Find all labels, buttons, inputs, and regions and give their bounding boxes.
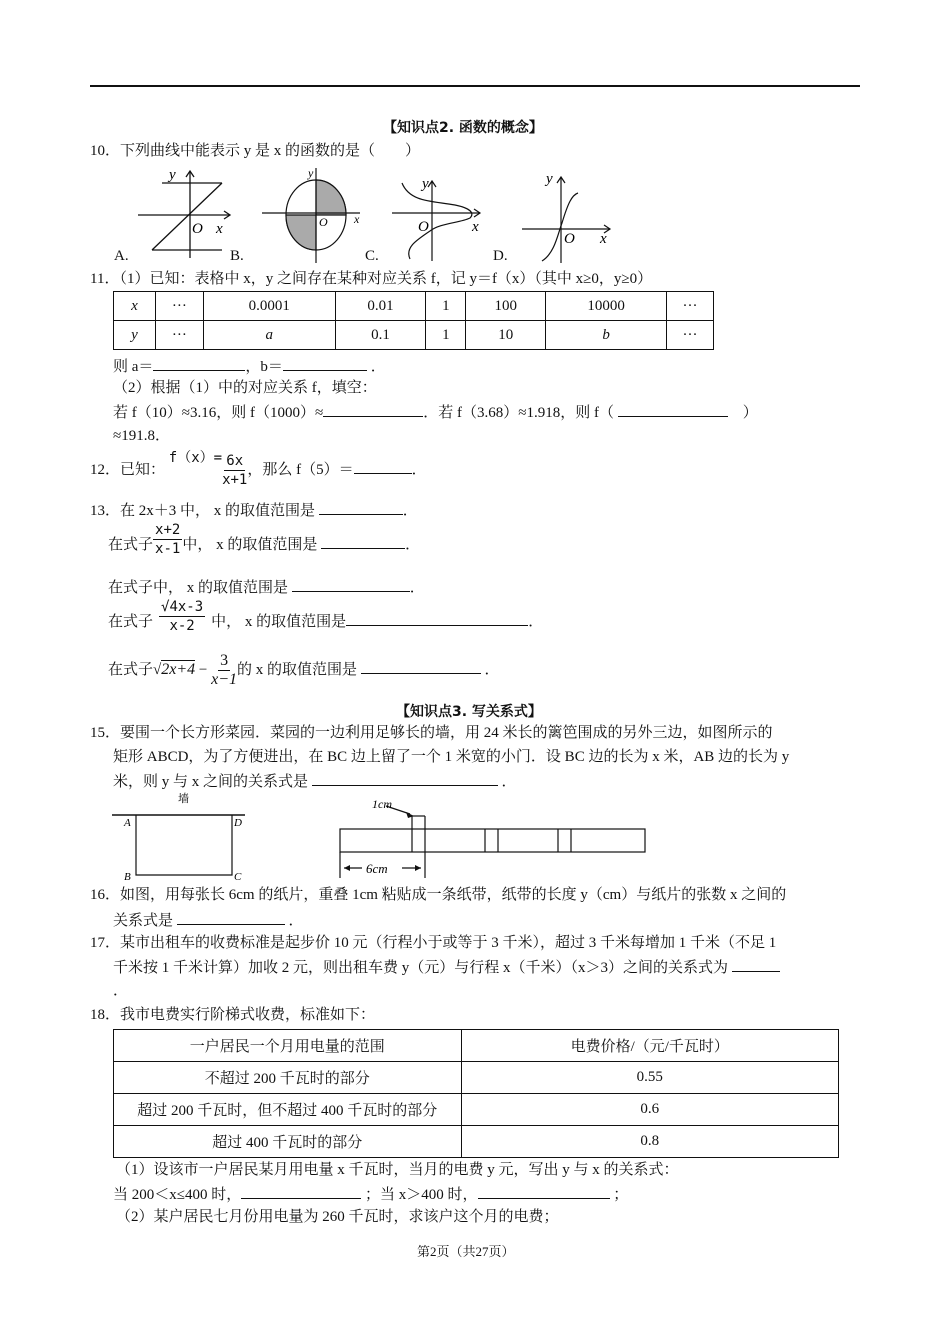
q17-line1: 17．某市出租车的收费标准是起步价 10 元（行程小于或等于 3 千米），超过 3 千米每增加 1 千米（不足 1	[90, 935, 777, 951]
vertex-label: B	[124, 871, 131, 882]
label: ；当 x＞400 时，	[364, 1187, 478, 1203]
answer-blank[interactable]	[241, 1184, 361, 1199]
answer-blank[interactable]	[732, 957, 780, 972]
header-rule	[90, 85, 860, 87]
graph-c	[392, 181, 480, 261]
q15-line2: 矩形 ABCD，为了方便进出，在 BC 边上留了一个 1 米宽的小门．设 BC 边的长为 x 米，AB 边的长为 y	[113, 749, 790, 765]
answer-blank[interactable]	[478, 1184, 610, 1199]
q13-line5: 在式子√2x+4 − $\frac{3}{x-1}$ 的 x 的取值范围是 ．	[108, 652, 500, 688]
q15-q16-figures	[110, 788, 655, 882]
q11-table	[113, 291, 714, 350]
label: 中， x 的取值范围是	[211, 613, 347, 630]
label: 中， x 的取值范围是	[182, 536, 318, 553]
label: ．	[402, 503, 418, 519]
q11-answer-line	[113, 356, 386, 377]
option-b: B.	[230, 248, 244, 264]
label: 在式子	[108, 536, 154, 553]
answer-blank[interactable]	[319, 500, 403, 515]
label: ．	[411, 461, 427, 478]
table-cell: 0.6	[461, 1094, 838, 1126]
table-cell: 0.0001	[203, 292, 335, 321]
table-cell: x	[114, 292, 156, 321]
label: 则 a＝	[113, 359, 154, 375]
q13-line1	[90, 500, 418, 521]
q16-line2	[113, 910, 304, 931]
table-row	[114, 1062, 839, 1094]
denominator: x-2	[169, 618, 195, 634]
page-footer: 第2页（共27页）	[417, 1244, 515, 1259]
numerator: 6x	[226, 453, 244, 469]
denominator: x+1	[222, 472, 248, 488]
axis-label: y	[546, 171, 553, 187]
label: ．若 f（3.68）≈1.918，则 f（	[423, 405, 614, 421]
q11-intro: 11．（1）已知：表格中 x，y 之间存在某种对应关系 f，记 y＝f（x）（其中 x≥0，y≥0）	[90, 271, 653, 287]
label: ．	[528, 613, 544, 630]
table-row	[114, 1094, 839, 1126]
answer-blank[interactable]	[323, 402, 423, 417]
label: ．	[288, 913, 304, 929]
vertex-label: D	[234, 817, 242, 829]
q17-line2	[113, 957, 780, 978]
numerator: √4x-3	[161, 599, 204, 615]
answer-blank[interactable]	[177, 910, 285, 925]
overlap-label: 1cm	[372, 797, 392, 811]
table-cell: 0.1	[335, 321, 426, 350]
table-cell: b	[546, 321, 667, 350]
label: 在式子	[108, 613, 154, 630]
length-label: 6cm	[366, 861, 388, 876]
axis-label: x	[354, 212, 360, 226]
garden-rectangle	[112, 815, 245, 875]
minus: −	[198, 661, 208, 678]
graph-a	[138, 171, 230, 258]
radicand: 2x+4	[161, 660, 196, 678]
q12	[90, 449, 427, 489]
axis-label: y	[308, 166, 314, 180]
table-cell: 0.8	[461, 1126, 838, 1158]
answer-blank-a[interactable]	[153, 356, 245, 371]
answer-blank[interactable]	[354, 459, 412, 474]
q16-line1: 16．如图，用每张长 6cm 的纸片，重叠 1cm 粘贴成一条纸带，纸带的长度 y（cm）与纸片的张数 x 之间的	[90, 887, 787, 903]
table-cell: ···	[155, 321, 203, 350]
axis-label: O	[564, 231, 575, 247]
q10-text: 10．下列曲线中能表示 y 是 x 的函数的是（ ）	[90, 143, 421, 159]
axis-label: x	[472, 219, 479, 235]
answer-blank[interactable]	[618, 402, 728, 417]
axis-label: O	[418, 219, 429, 235]
vertex-label: C	[234, 871, 242, 882]
option-d: D.	[493, 248, 508, 264]
label: ，那么 f（5）＝	[247, 461, 354, 478]
answer-blank[interactable]	[346, 611, 528, 626]
section-heading-2: 【知识点2. 函数的概念】	[383, 120, 543, 136]
table-row	[114, 1126, 839, 1158]
table-cell: 10000	[546, 292, 667, 321]
option-a: A.	[114, 248, 129, 264]
fraction	[222, 452, 247, 489]
fraction	[211, 652, 237, 689]
vertex-label: A	[124, 817, 131, 829]
table-cell: 1	[426, 321, 466, 350]
label: ．	[501, 774, 517, 790]
label: ．	[484, 661, 500, 678]
axis-label: y	[169, 167, 176, 183]
fraction	[153, 521, 182, 558]
label: ；	[613, 1187, 629, 1203]
q17-end: ．	[113, 983, 129, 999]
answer-blank[interactable]	[361, 659, 481, 674]
q13-line3	[108, 577, 425, 598]
numerator: 3	[220, 652, 229, 669]
label: 当 200＜x≤400 时，	[113, 1187, 242, 1203]
fraction	[159, 598, 205, 635]
table-header: 一户居民一个月用电量的范围	[114, 1030, 462, 1062]
denominator: x-1	[155, 541, 181, 557]
axis-label: x	[216, 221, 223, 237]
table-cell: ···	[667, 292, 714, 321]
label: 的 x 的取值范围是	[237, 661, 358, 678]
axis-label: x	[600, 231, 607, 247]
answer-blank-b[interactable]	[283, 356, 367, 371]
graph-d	[522, 177, 610, 263]
table-cell: 100	[466, 292, 546, 321]
table-cell: 0.55	[461, 1062, 838, 1094]
label: ，b＝	[245, 359, 283, 375]
table-cell: 不超过 200 千瓦时的部分	[114, 1062, 462, 1094]
label: 在式子	[108, 661, 154, 678]
answer-blank[interactable]	[292, 577, 410, 592]
numerator: x+2	[155, 522, 181, 538]
label: ．	[409, 580, 425, 596]
q18-part1-answers	[113, 1184, 628, 1205]
q11-part2: （2）根据（1）中的对应关系 f，填空：	[113, 380, 377, 396]
q13-line2	[108, 522, 421, 564]
wall-label: 墙	[178, 793, 189, 805]
answer-blank[interactable]	[321, 534, 405, 549]
q13-line4	[108, 599, 544, 641]
table-header-row	[114, 1030, 839, 1062]
q18-line1: 18．我市电费实行阶梯式收费，标准如下：	[90, 1007, 376, 1023]
q11-line3	[113, 402, 758, 423]
label: 若 f（10）≈3.16，则 f（1000）≈	[113, 405, 324, 421]
label: ．	[370, 359, 386, 375]
axis-label: O	[192, 221, 203, 237]
q18-part2: （2）某户居民七月份用电量为 260 千瓦时，求该户这个月的电费；	[116, 1209, 559, 1225]
q15-line1: 15．要围一个长方形菜园．菜园的一边利用足够长的墙，用 24 米长的篱笆围成的另外三边，如图所示的	[90, 725, 773, 741]
q11-line4: ≈191.8．	[113, 428, 170, 444]
q18-part1: （1）设该市一户居民某月用电量 x 千瓦时，当月的电费 y 元，写出 y 与 x 的关系式：	[116, 1162, 679, 1178]
label: 12．已知：	[90, 461, 166, 478]
formula: f（x）=	[168, 449, 223, 466]
label: 米，则 y 与 x 之间的关系式是	[113, 774, 309, 790]
table-cell: 超过 200 千瓦时，但不超过 400 千瓦时的部分	[114, 1094, 462, 1126]
table-header: 电费价格/（元/千瓦时）	[461, 1030, 838, 1062]
label: ．	[405, 536, 421, 553]
table-cell: ···	[667, 321, 714, 350]
table-row	[114, 292, 714, 321]
table-cell: a	[203, 321, 335, 350]
label: 关系式是	[113, 913, 174, 929]
axis-label: y	[422, 176, 429, 192]
answer-blank[interactable]	[312, 771, 498, 786]
option-c: C.	[365, 248, 379, 264]
table-cell: y	[114, 321, 156, 350]
section-heading-3: 【知识点3. 写关系式】	[396, 704, 542, 720]
label: 13．在 2x＋3 中， x 的取值范围是	[90, 503, 316, 519]
table-row	[114, 321, 714, 350]
table-cell: 1	[426, 292, 466, 321]
label: ）	[742, 405, 758, 421]
table-cell: 10	[466, 321, 546, 350]
label: 千米按 1 千米计算）加收 2 元，则出租车费 y（元）与行程 x（千米）（x＞3）之间的关系式为	[113, 960, 729, 976]
label: 在式子中， x 的取值范围是	[108, 580, 289, 596]
table-cell: 超过 400 千瓦时的部分	[114, 1126, 462, 1158]
electricity-price-table	[113, 1029, 839, 1158]
table-cell: ···	[155, 292, 203, 321]
graph-b	[262, 168, 360, 263]
axis-label: O	[319, 215, 328, 229]
table-cell: 0.01	[335, 292, 426, 321]
denominator: x−1	[211, 671, 238, 688]
